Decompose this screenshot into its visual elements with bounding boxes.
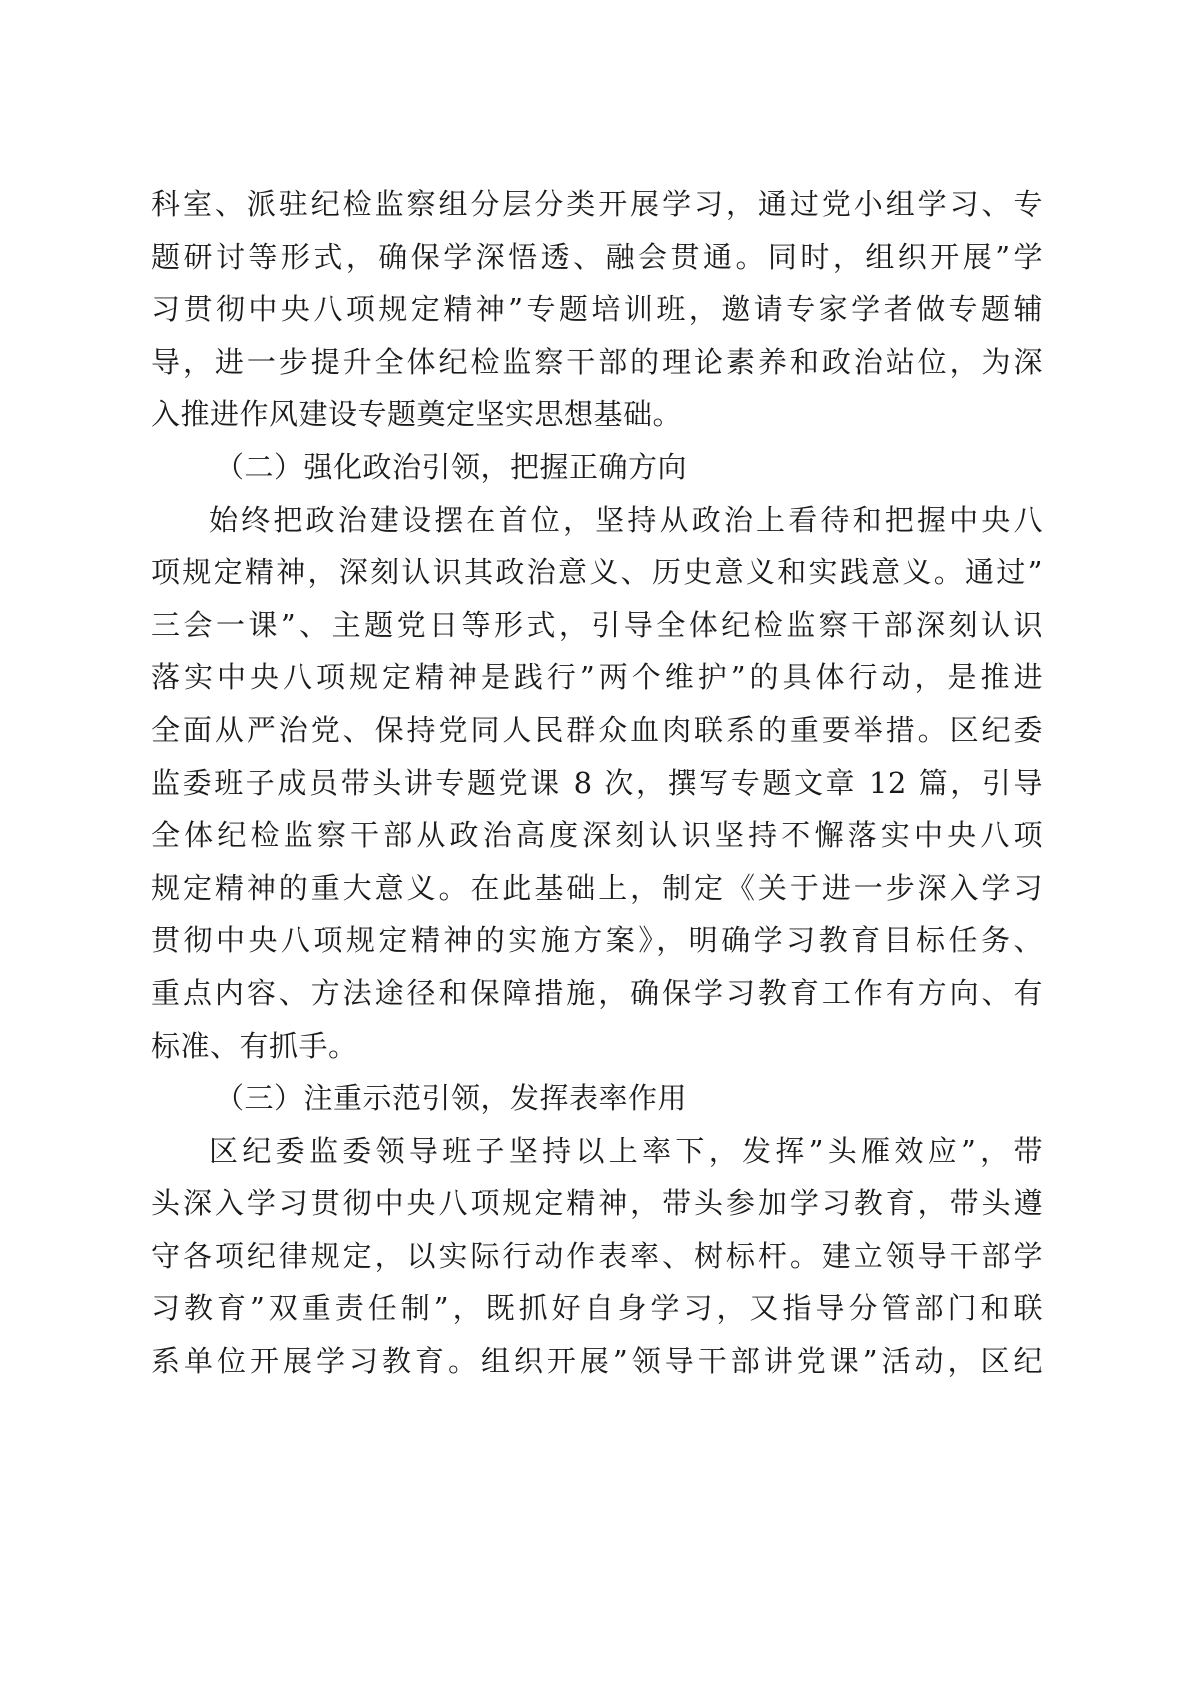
- body-line: 项规定精神，深刻认识其政治意义、历史意义和实践意义。通过”: [151, 555, 1043, 590]
- document-body: [151, 178, 1043, 1388]
- section-heading: （二）强化政治引领，把握正确方向: [215, 449, 688, 484]
- body-line: 系单位开展学习教育。组织开展”领导干部讲党课”活动，区纪: [151, 1344, 1043, 1379]
- body-line: 监委班子成员带头讲专题党课 8 次，撰写专题文章 12 篇，引导: [151, 765, 1043, 800]
- body-line: 科室、派驻纪检监察组分层分类开展学习，通过党小组学习、专: [151, 187, 1043, 221]
- body-line: 守各项纪律规定，以实际行动作表率、树标杆。建立领导干部学: [151, 1238, 1043, 1273]
- body-line: 落实中央八项规定精神是践行”两个维护”的具体行动，是推进: [151, 660, 1043, 695]
- body-line: 头深入学习贯彻中央八项规定精神，带头参加学习教育，带头遵: [151, 1186, 1043, 1221]
- body-line: 全体纪检监察干部从政治高度深刻认识坚持不懈落实中央八项: [151, 818, 1043, 853]
- body-line: 题研讨等形式，确保学深悟透、融会贯通。同时，组织开展”学: [151, 239, 1043, 274]
- body-line: 始终把政治建设摆在首位，坚持从政治上看待和把握中央八: [209, 502, 1043, 537]
- body-line: 导，进一步提升全体纪检监察干部的理论素养和政治站位，为深: [151, 344, 1043, 379]
- body-line: 区纪委监委领导班子坚持以上率下，发挥”头雁效应”，带: [209, 1133, 1043, 1168]
- body-line: 全面从严治党、保持党同人民群众血肉联系的重要举措。区纪委: [151, 712, 1043, 747]
- body-line: 习教育”双重责任制”，既抓好自身学习，又指导分管部门和联: [151, 1291, 1043, 1326]
- body-line: 习贯彻中央八项规定精神”专题培训班，邀请专家学者做专题辅: [151, 292, 1043, 327]
- section-heading: （三）注重示范引领，发挥表率作用: [215, 1081, 688, 1116]
- body-line: 入推进作风建设专题奠定坚实思想基础。: [151, 397, 683, 432]
- body-line: 三会一课”、主题党日等形式，引导全体纪检监察干部深刻认识: [151, 607, 1043, 642]
- body-line: 规定精神的重大意义。在此基础上，制定《关于进一步深入学习: [151, 870, 1043, 905]
- body-line: 重点内容、方法途径和保障措施，确保学习教育工作有方向、有: [151, 975, 1043, 1010]
- body-line: 标准、有抓手。: [151, 1028, 358, 1063]
- body-line: 贯彻中央八项规定精神的实施方案》，明确学习教育目标任务、: [151, 923, 1043, 958]
